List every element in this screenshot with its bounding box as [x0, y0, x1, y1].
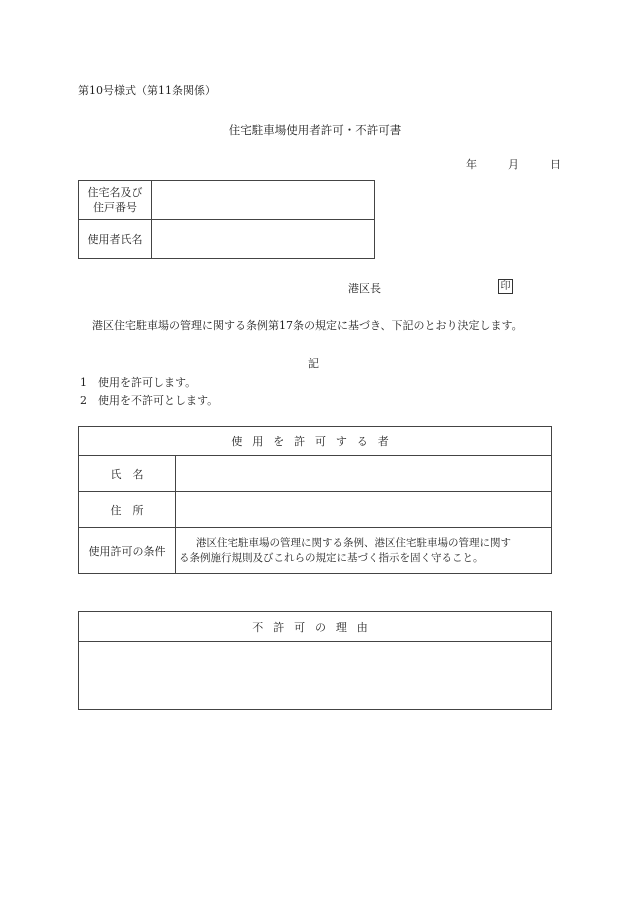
permit-table-header: 使用を許可する者 — [231, 435, 399, 448]
seal-mark — [498, 279, 513, 294]
residence-label-line1: 住宅名及び — [87, 186, 143, 199]
date-line — [466, 156, 561, 172]
permit-address-value-cell[interactable] — [176, 492, 552, 528]
date-day: 日 — [550, 158, 561, 171]
permit-conditions-line2: る条例施行規則及びこれらの規定に基づく指示を固く守ること。 — [179, 551, 484, 564]
option-deny: 2 使用を不許可とします。 — [80, 394, 219, 407]
decision-statement: 港区住宅駐車場の管理に関する条例第17条の規定に基づき、下記のとおり決定します。 — [92, 319, 523, 332]
denial-table-header-cell — [79, 612, 552, 642]
residence-value-cell[interactable] — [152, 181, 375, 220]
denial-table — [78, 611, 552, 710]
notes-heading: 記 — [308, 357, 319, 370]
permit-name-label: 氏 名 — [79, 456, 176, 492]
user-name-label: 使用者氏名 — [79, 220, 152, 259]
permit-table-header-cell — [79, 427, 552, 456]
issuer-title: 港区長 — [348, 282, 381, 295]
date-year: 年 — [466, 158, 477, 171]
permit-name-value-cell[interactable] — [176, 456, 552, 492]
applicant-table — [78, 180, 375, 259]
denial-reason-value-cell[interactable] — [79, 642, 552, 710]
form-number: 第10号様式（第11条関係） — [78, 84, 216, 97]
permit-conditions-label: 使用許可の条件 — [79, 528, 176, 574]
permit-table — [78, 426, 552, 574]
document-title: 住宅駐車場使用者許可・不許可書 — [228, 123, 402, 137]
date-month: 月 — [508, 158, 519, 171]
permit-address-label: 住 所 — [79, 492, 176, 528]
denial-table-header: 不許可の理由 — [252, 620, 378, 634]
residence-label-cell — [79, 181, 152, 220]
permit-conditions-line1: 港区住宅駐車場の管理に関する条例、港区住宅駐車場の管理に関す — [196, 536, 511, 549]
user-name-value-cell[interactable] — [152, 220, 375, 259]
option-permit: 1 使用を許可します。 — [80, 376, 197, 389]
residence-label-line2: 住戸番号 — [93, 201, 137, 214]
seal-label: 印 — [498, 279, 513, 294]
permit-conditions-text — [176, 528, 552, 574]
